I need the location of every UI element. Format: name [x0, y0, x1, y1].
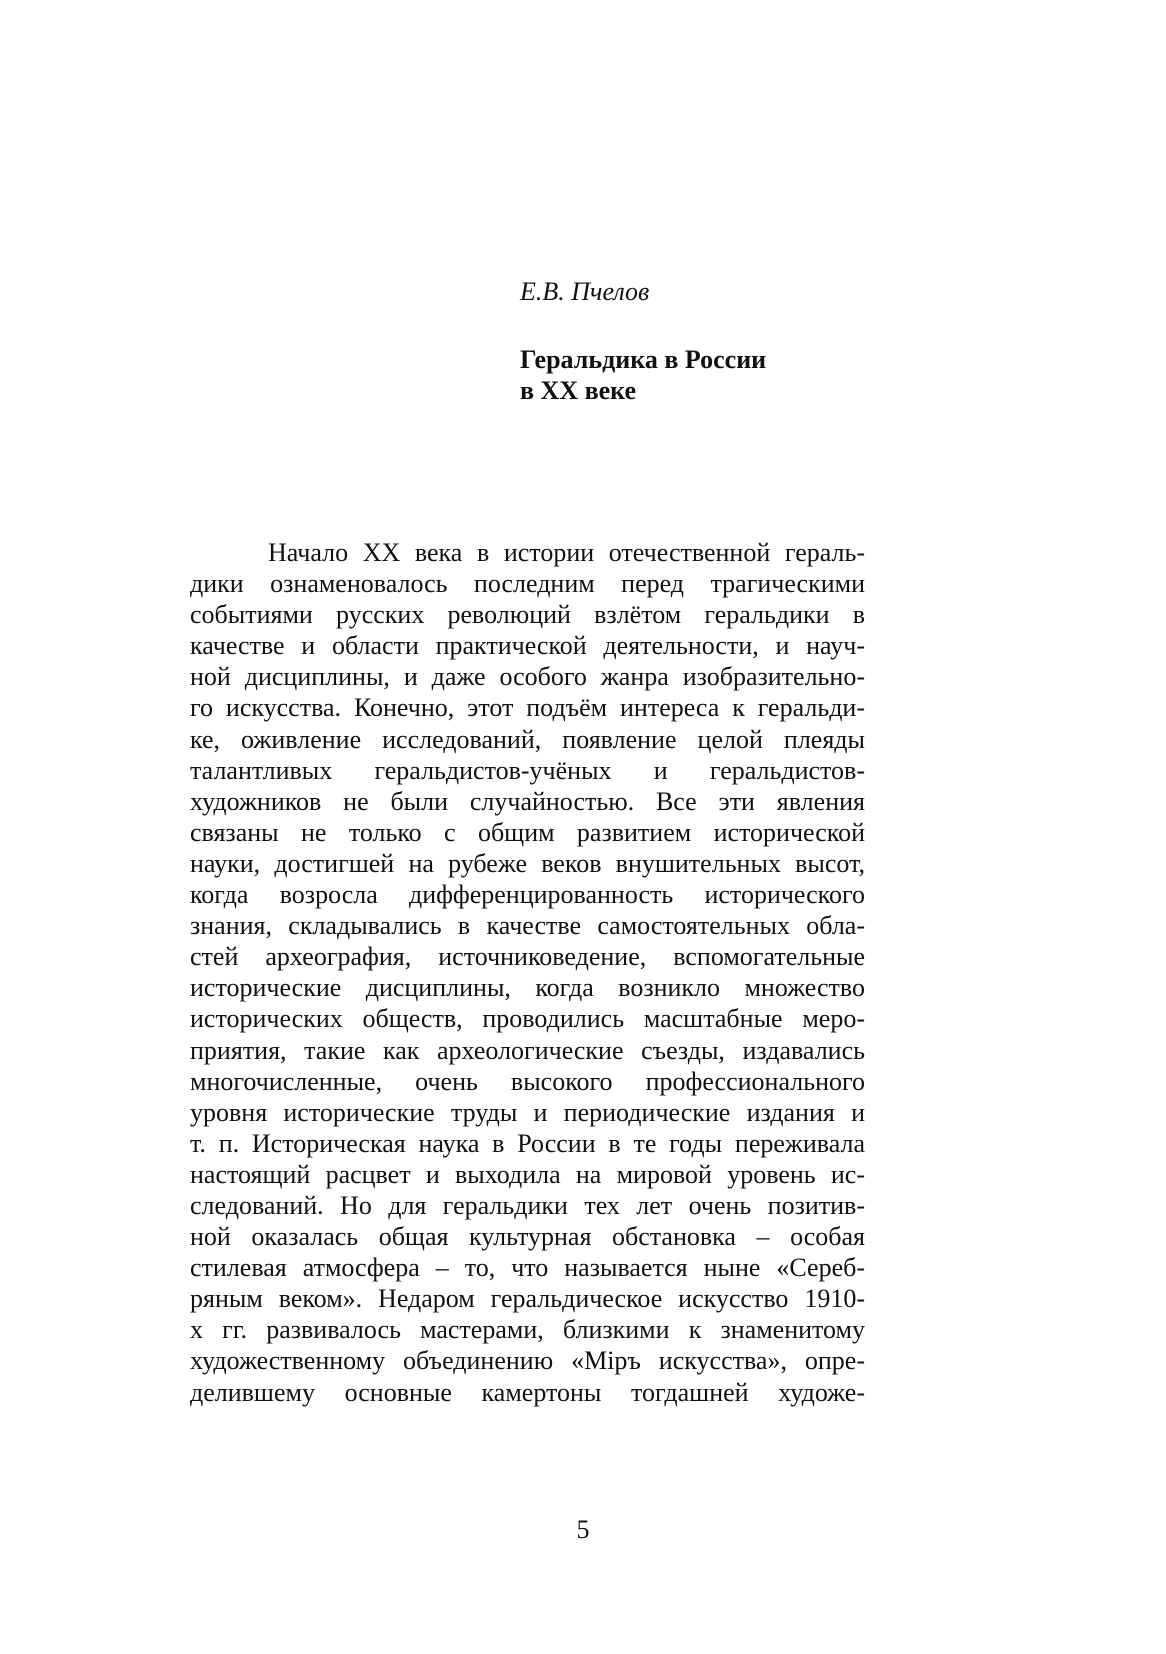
text-line: уровня исторические труды и периодические издания и	[190, 1097, 865, 1127]
text-line: связаны не только с общим развитием исторической	[190, 817, 865, 847]
text-line: знания, складывались в качестве самостоятельных обла-	[190, 911, 865, 941]
text-line: ке, оживление исследований, появление целой плеяды	[190, 724, 865, 754]
text-line: ряным веком». Недаром геральдическое искусство 1910-	[190, 1284, 865, 1314]
text-line: х гг. развивалось мастерами, близкими к знаменитому	[190, 1315, 865, 1345]
text-line: настоящий расцвет и выходила на мировой уровень ис-	[190, 1159, 865, 1189]
text-line: дики ознаменовалось последним перед трагическими	[190, 569, 865, 599]
text-line: го искусства. Конечно, этот подъём интереса к геральди-	[190, 693, 865, 723]
text-line: талантливых геральдистов-учёных и геральдистов-	[190, 755, 865, 785]
text-line: событиями русских революций взлётом геральдики в	[190, 600, 865, 630]
text-line: науки, достигшей на рубеже веков внушительных высот,	[190, 848, 865, 878]
text-line: т. п. Историческая наука в России в те годы переживала	[190, 1128, 865, 1158]
body-paragraph	[190, 537, 865, 1408]
text-line: качестве и области практической деятельности, и науч-	[190, 631, 865, 661]
text-line: исторические дисциплины, когда возникло множество	[190, 973, 865, 1003]
text-line: многочисленные, очень высокого профессионального	[190, 1066, 865, 1096]
article-title	[520, 344, 766, 406]
text-line: художников не были случайностью. Все эти явления	[190, 786, 865, 816]
page-number: 5	[576, 1515, 590, 1544]
text-line: стилевая атмосфера – то, что называется ныне «Сереб-	[190, 1253, 865, 1283]
text-line: художественному объединению «Міръ искусства», опре-	[190, 1346, 865, 1376]
article-title-line-1: Геральдика в России	[520, 345, 767, 374]
text-line: стей археография, источниковедение, вспомогательные	[190, 942, 865, 972]
text-line: исторических обществ, проводились масштабные меро-	[190, 1004, 865, 1034]
text-line: ной оказалась общая культурная обстановка – особая	[190, 1222, 865, 1252]
text-line: ной дисциплины, и даже особого жанра изобразительно-	[190, 662, 865, 692]
text-line: делившему основные камертоны тогдашней художе-	[190, 1377, 865, 1407]
article-title-line-2: в XX веке	[520, 376, 637, 405]
author-name: Е.В. Пчелов	[520, 277, 650, 306]
text-line: Начало XX века в истории отечественной гераль-	[268, 538, 865, 567]
text-line: следований. Но для геральдики тех лет очень позитив-	[190, 1190, 865, 1220]
text-line: когда возросла дифференцированность исторического	[190, 880, 865, 910]
text-line: приятия, такие как археологические съезды, издавались	[190, 1035, 865, 1065]
